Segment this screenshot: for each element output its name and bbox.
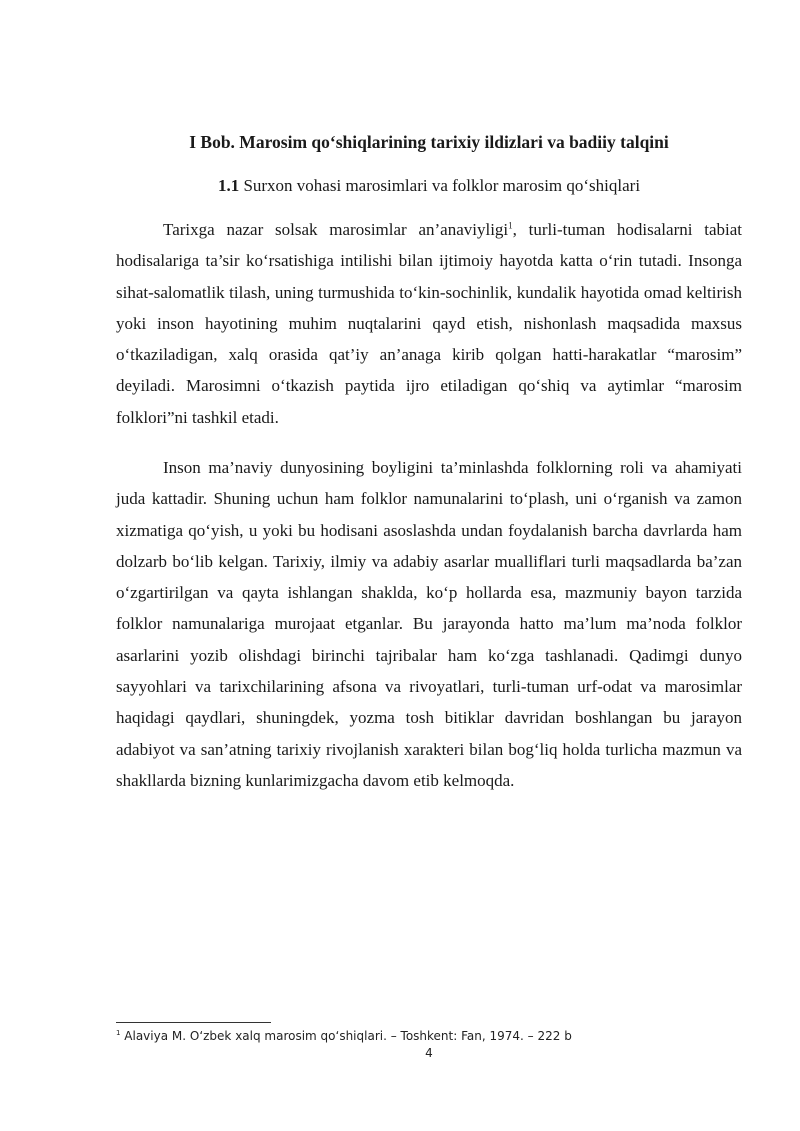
paragraph-1-text-end: , turli-tuman hodisalarni tabiat hodisalariga ta’sir ko‘rsatishiga intilishi bilan ijtimoiy hayotda katta o‘rin tutadi. Insonga sihat-salomatlik tilash, uning turmushida to‘kin-sochinlik, kundalik hayotida omad keltirish yoki inson hayotining muhim nuqtalarini qayd etish, nishonlash maqsadida maxsus o‘tkaziladigan, xalq orasida qat’iy an’anaga kirib qolgan hatti-harakatlar “marosim” deyiladi. Marosimni o‘tkazish paytida ijro etiladigan qo‘shiq va aytimlar “marosim folklori”ni tashkil etadi. bbox=[116, 220, 742, 427]
footnote bbox=[116, 1028, 742, 1044]
footnote-reference[interactable]: 1 bbox=[508, 220, 513, 231]
chapter-title: I Bob. Marosim qo‘shiqlarining tarixiy ildizlari va badiiy talqini bbox=[189, 132, 669, 152]
footnote-number: 1 bbox=[116, 1029, 121, 1037]
paragraph-2 bbox=[116, 452, 742, 796]
footnote-text: Alaviya M. O‘zbek xalq marosim qo‘shiqlari. – Toshkent: Fan, 1974. – 222 b bbox=[120, 1029, 572, 1043]
section-number: 1.1 bbox=[217, 176, 240, 195]
section-title-line bbox=[116, 172, 742, 200]
paragraph-2-text: Inson ma’naviy dunyosining boyligini ta’minlashda folklorning roli va ahamiyati juda kattadir. Shuning uchun ham folklor namunalarini to‘plash, uni o‘rganish va zamon xizmatiga qo‘yish, u yoki bu hodisani asoslashda undan foydalanish barcha davrlarda ham dolzarb bo‘lib kelgan. Tarixiy, ilmiy va adabiy asarlar mualliflari turli maqsadlarda ba’zan o‘zgartirilgan va qayta ishlangan shaklda, ko‘p hollarda esa, mazmuniy bayon tarzida folklor namunalariga murojaat etganlar. Bu jarayonda hatto ma’lum ma’noda folklor asarlarini yozib olishdagi birinchi tajribalar ham ko‘zga tashlanadi. Qadimgi dunyo sayyohlari va tarixchilarining afsona va rivoyatlari, turli-tuman urf-odat va marosimlar haqidagi qaydlari, shuningdek, yozma tosh bitiklar davridan boshlangan bu jarayon adabiyot va san’atning tarixiy rivojlanish xarakteri bilan bog‘liq holda turlicha mazmun va shakllarda bizning kunlarimizgacha davom etib kelmoqda. bbox=[116, 458, 742, 790]
paragraph-1-text-start: Tarixga nazar solsak marosimlar an’anaviyligi bbox=[163, 220, 509, 239]
section-title: Surxon vohasi marosimlari va folklor marosim qo‘shiqlari bbox=[243, 176, 641, 195]
footnote-separator bbox=[116, 1022, 271, 1023]
paragraph-1 bbox=[116, 214, 742, 433]
page-number: 4 bbox=[425, 1046, 433, 1060]
